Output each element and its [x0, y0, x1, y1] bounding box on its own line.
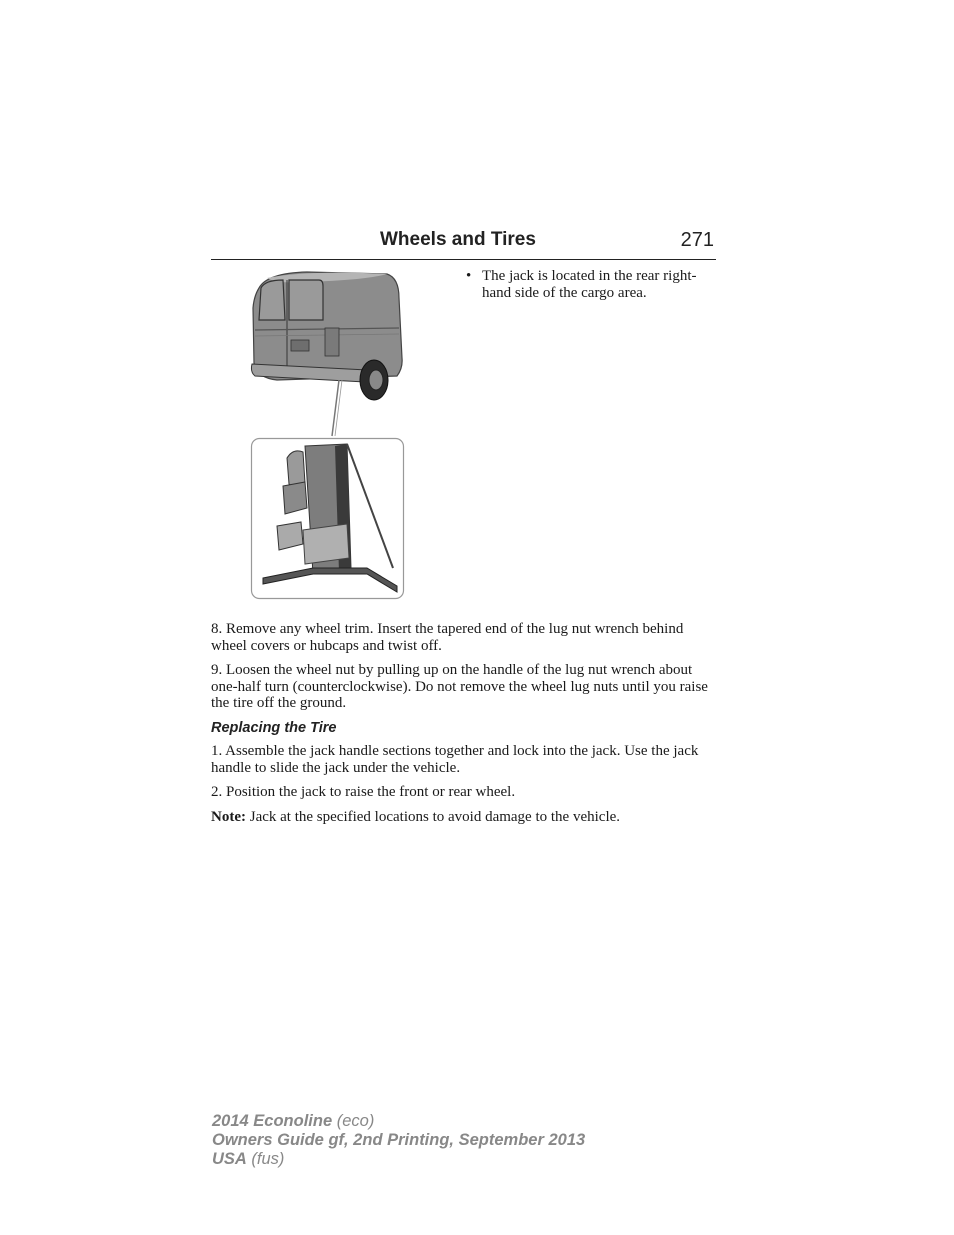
note-text: Jack at the specified locations to avoid damage to the vehicle. [245, 808, 621, 825]
step-8: 8. Remove any wheel trim. Insert the tapered end of the lug nut wrench behind wheel covers or hubcaps and twist off. [211, 621, 684, 654]
step-9: 9. Loosen the wheel nut by pulling up on the handle of the lug nut wrench about one-half turn (counterclockwise). Do not remove the wheel lug nuts until you raise the tire off the ground. [211, 662, 708, 711]
page-header [211, 229, 716, 260]
note [211, 809, 719, 826]
footer-model-code: (eco) [332, 1112, 375, 1130]
footer-market-code: (fus) [246, 1150, 285, 1168]
section-title: Wheels and Tires [380, 229, 536, 250]
note-label: Note: [211, 808, 246, 825]
page-footer [212, 1112, 712, 1169]
jack-location-bullet [466, 268, 718, 302]
page-number: 271 [680, 229, 714, 251]
replacing-heading: Replacing the Tire [211, 719, 337, 736]
bullet-marker: • [466, 268, 472, 284]
footer-line-2: Owners Guide gf, 2nd Printing, September 2013 [212, 1131, 586, 1149]
footer-line-1 [212, 1112, 712, 1131]
footer-line-3 [212, 1150, 712, 1169]
footer-market: USA [212, 1150, 247, 1168]
replace-step-1: 1. Assemble the jack handle sections together and lock into the jack. Use the jack handle to slide the jack under the vehicle. [211, 743, 699, 776]
instructions [211, 621, 719, 833]
jack-location-illustration [247, 268, 412, 603]
replace-step-2: 2. Position the jack to raise the front or rear wheel. [211, 784, 516, 800]
footer-model: 2014 Econoline [212, 1112, 333, 1130]
bullet-text: The jack is located in the rear right-hand side of the cargo area. [482, 268, 697, 301]
